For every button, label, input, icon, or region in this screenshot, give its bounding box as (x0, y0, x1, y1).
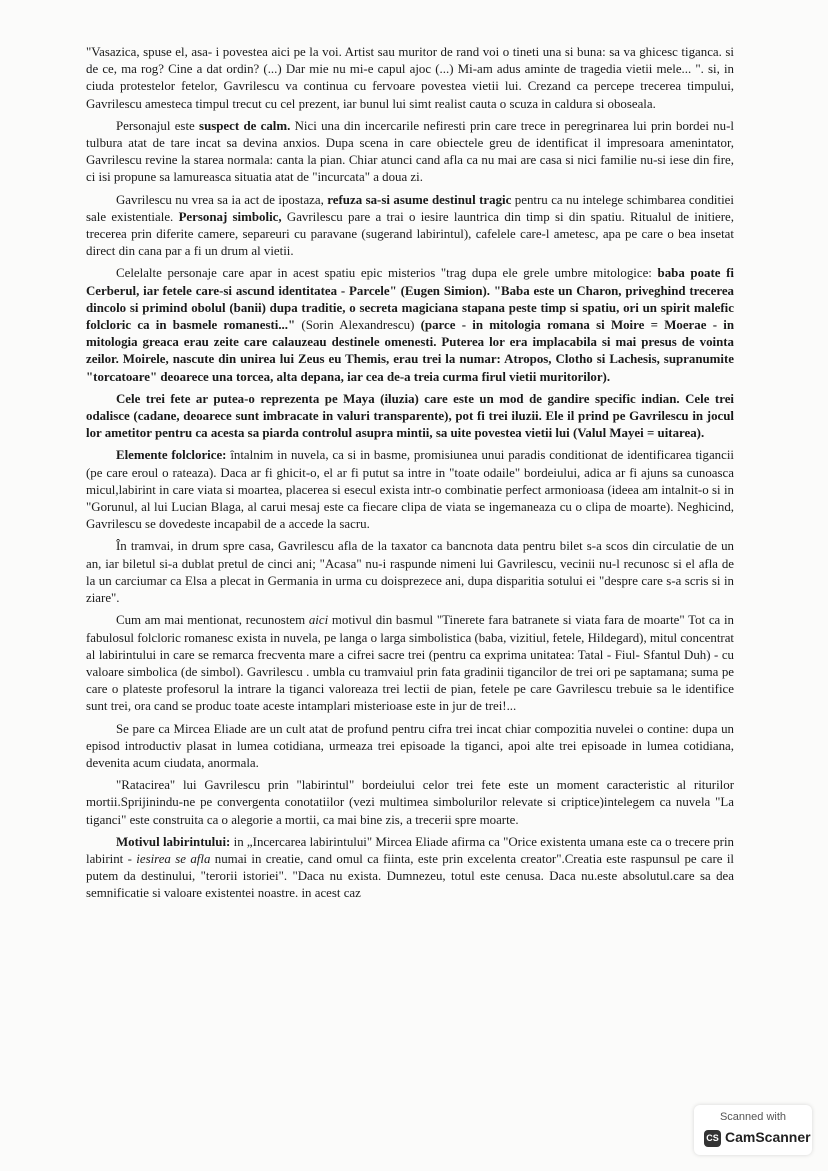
document-body (86, 44, 734, 908)
text-run: În tramvai, in drum spre casa, Gavrilescu afla de la taxator ca bancnota data pentru bilet s-a scos din circulatie de un an, iar biletul si-a dublat pretul de cinci ani; "Acasa" nu-i raspunde nimeni lui Gavrilescu, vecinii nu-l recunosc si el afla de la un carciumar ca Elsa a plecat in Germania in urma cu doisprezece ani, dupa disparitia sotului ei "despre care s-a scris si in ziare". (86, 539, 734, 606)
text-run: Gavrilescu nu vrea sa ia act de ipostaza, (116, 192, 328, 207)
text-run: refuza sa-si asume destinul tragic (327, 192, 512, 207)
text-run: Celelalte personaje care apar in acest spatiu epic misterios "trag dupa ele grele umbre mitologice: (116, 266, 658, 281)
text-run: (parce - in mitologia romana si Moire = Moerae - in mitologia greaca erau zeite care calauzeau destinele omenesti. Puterea lor era implacabila si mai presus de vointa zeilor. Moirele, nascute din unirea lui Zeus eu Themis, erau trei la numar: Atropos, Clotho si Lachesis, supranumite "torcatoare" deoarece una torcea, alta depana, iar cea de-a treia curma firul vietii muritorilor). (86, 318, 734, 384)
text-run: suspect de calm. (199, 118, 291, 133)
paragraph (86, 538, 734, 607)
paragraph (86, 391, 734, 443)
text-run: (Sorin Alexandrescu) (295, 318, 421, 333)
watermark-brand: CamScanner (725, 1129, 811, 1145)
text-run: Elemente folclorice: (116, 448, 227, 463)
text-run: "Vasazica, spuse el, asa- i povestea aici pe la voi. Artist sau muritor de rand voi o tineti una si buna: sa va ghicesc tiganca. si de ce, ma rog? Cine a dat ordin? (...) Dar mie nu mi-e capul ajoc (...) Mi-am adus aminte de tragedia vietii mele... ". si, in ciuda protestelor fetelor, Gavrilescu va continua cu fervoare povestea vietii lui. Crezand ca percepe trecerea timpului, Gavrilescu amesteca timpul trecut cu cel prezent, iar bunul lui simt realist cauta o scuza in caldura si oboseala. (86, 45, 734, 111)
paragraph (86, 834, 734, 903)
text-run: baba poate fi Cerberul, iar fetele care-si ascund identitatea - Parcele" (Eugen Simion). "Baba este un Charon, priveghind trecerea dincolo si primind obolul (banii) dupa traditie, o secreta magiciana stapana peste timp si spatiu, ori un spirit malefic folcloric ca in basmele romanesti..." (86, 266, 734, 333)
text-run: aici (308, 613, 329, 628)
paragraph (86, 192, 734, 261)
text-run: Cele trei fete ar putea-o reprezenta pe Maya (iluzia) care este un mod de gandire specific indian. Cele trei odalisce (cadane, deoarece sunt imbracate in valuri transparente), pot fi trei iluzii. Ele il prind pe Gavrilescu in jocul lor ametitor pentru ca acesta sa piarda controlul asupra mintii, sa uite povestea vietii lui (Valul Mayei = uitarea). (86, 391, 734, 441)
text-run: Motivul labirintului: (116, 834, 231, 849)
text-run: Nici una din incercarile nefiresti prin care trece in peregrinarea lui prin bordei nu-l tulbura atat de tare incat sa devina anxios. Dupa scena in care obiectele greu de identificat il impresoara amenintator, Gavrilescu revine la starea normala: canta la pian. Chiar atunci cand afla ca nu mai are casa si nici familie nu-si iese din fire, ci isi propune sa lamureasca situatia atat de "incurcata" a doua zi. (86, 118, 734, 185)
text-run: Cum am mai mentionat, recunostem (116, 613, 309, 628)
text-run: motivul din basmul "Tinerete fara batranete si viata fara de moarte" Tot ca in fabulosul folcloric romanesc exista in nuvela, pe langa o larga simbolistica (baba, vizitiul, fetele, Hildegard), mitul concentrat al labirintului in care se remarca frecventa mare a cifrei sacre trei (pentru ca exprima unitatea: Tatal - Fiul- Sfantul Duh) - cu valoare simbolica (de simbol). Gavrilescu . umbla cu tramvaiul prin fata gradinii tigancilor de trei ori pe saptamana; suma pe care o plateste profesorul la intrare la tiganci valoreaza trei lectii de pian, fetele pe care Gavrilescu trebuie sa le identifice sunt trei, ora cand se produc toate aceste intamplari misterioase este in jur de trei!... (86, 613, 735, 714)
text-run: "Ratacirea" lui Gavrilescu prin "labirintul" bordeiului celor trei fete este un moment caracteristic al riturilor mortii.Sprijinindu-ne pe convergenta conotatiilor (vezi multimea simbolurilor relevate si criptice)intelegem ca nuvela "La tiganci" este construita ca o alegorie a mortii, ca mai bine zis, a trecerii spre moarte. (86, 778, 734, 827)
text-run: Se pare ca Mircea Eliade are un cult atat de profund pentru cifra trei incat chiar compozitia nuvelei o contine: dupa un episod introductiv plasat in lumea cotidiana, urmeaza trei episoade la tiganci, apoi alte trei episoade in lumea cotidiana, devenita acum ciudata, anormala. (86, 721, 734, 770)
paragraph (86, 721, 734, 773)
text-run: iesirea se afla (136, 851, 211, 866)
text-run: întalnim in nuvela, ca si in basme, promisiunea unui paradis conditionat de identificarea tigancii (pe care eroul o rateaza). Daca ar fi ghicit-o, el ar fi putut sa intre in "toate odaile" bordeiului, adica ar fi ajuns sa cunoasca micul,labirint in care viata si moartea, placerea si esecul exista intr-o combinatie perfect armonioasa (ideea am intalnit-o si in "Gorunul, al lui Lucian Blaga, al carui mesaj este ca fiecare clipa de viata se ingemaneaza cu o clipa de moarte). Neghicind, Gavrilescu se dovedeste incapabil de a accede la sacru. (86, 448, 734, 532)
watermark-caption: Scanned with (719, 1111, 787, 1123)
paragraph (86, 447, 734, 533)
paragraph (86, 265, 734, 385)
paragraph (86, 777, 734, 829)
paragraph (86, 612, 734, 715)
text-run: numai in creatie, cand omul ca fiinta, este prin excelenta creator".Creatia este raspunsul pe care il putem da destinului, "terorii istoriei". "Daca nu exista. Dumnezeu, totul este cenusa. Daca nu.este absolutul.care sa dea semnificatie si valoare existentei noastre. in acest caz (86, 851, 735, 901)
camscanner-logo-icon: CS (704, 1130, 721, 1147)
text-run: in „Incercarea labirintului" Mircea Eliade afirma ca "Orice existenta umana este ca o trecere prin labirint - (86, 834, 734, 866)
text-run: Personajul este (116, 118, 200, 133)
paragraph (86, 44, 734, 113)
paragraph (86, 118, 734, 187)
text-run: pentru ca nu intelege schimbarea conditiei sale existentiale. (86, 192, 734, 224)
text-run: Gavrilescu pare a trai o iesire launtrica din timp si din spatiu. Ritualul de initiere, trecerea prin diferite camere, separeuri cu paravane (sugerand labirintul), cafelele care-l ametesc, apa pe care o bea insetat direct din cana par a fi un drum al vietii. (86, 209, 734, 259)
camscanner-watermark (694, 1105, 812, 1155)
text-run: Personaj simbolic, (178, 209, 282, 224)
